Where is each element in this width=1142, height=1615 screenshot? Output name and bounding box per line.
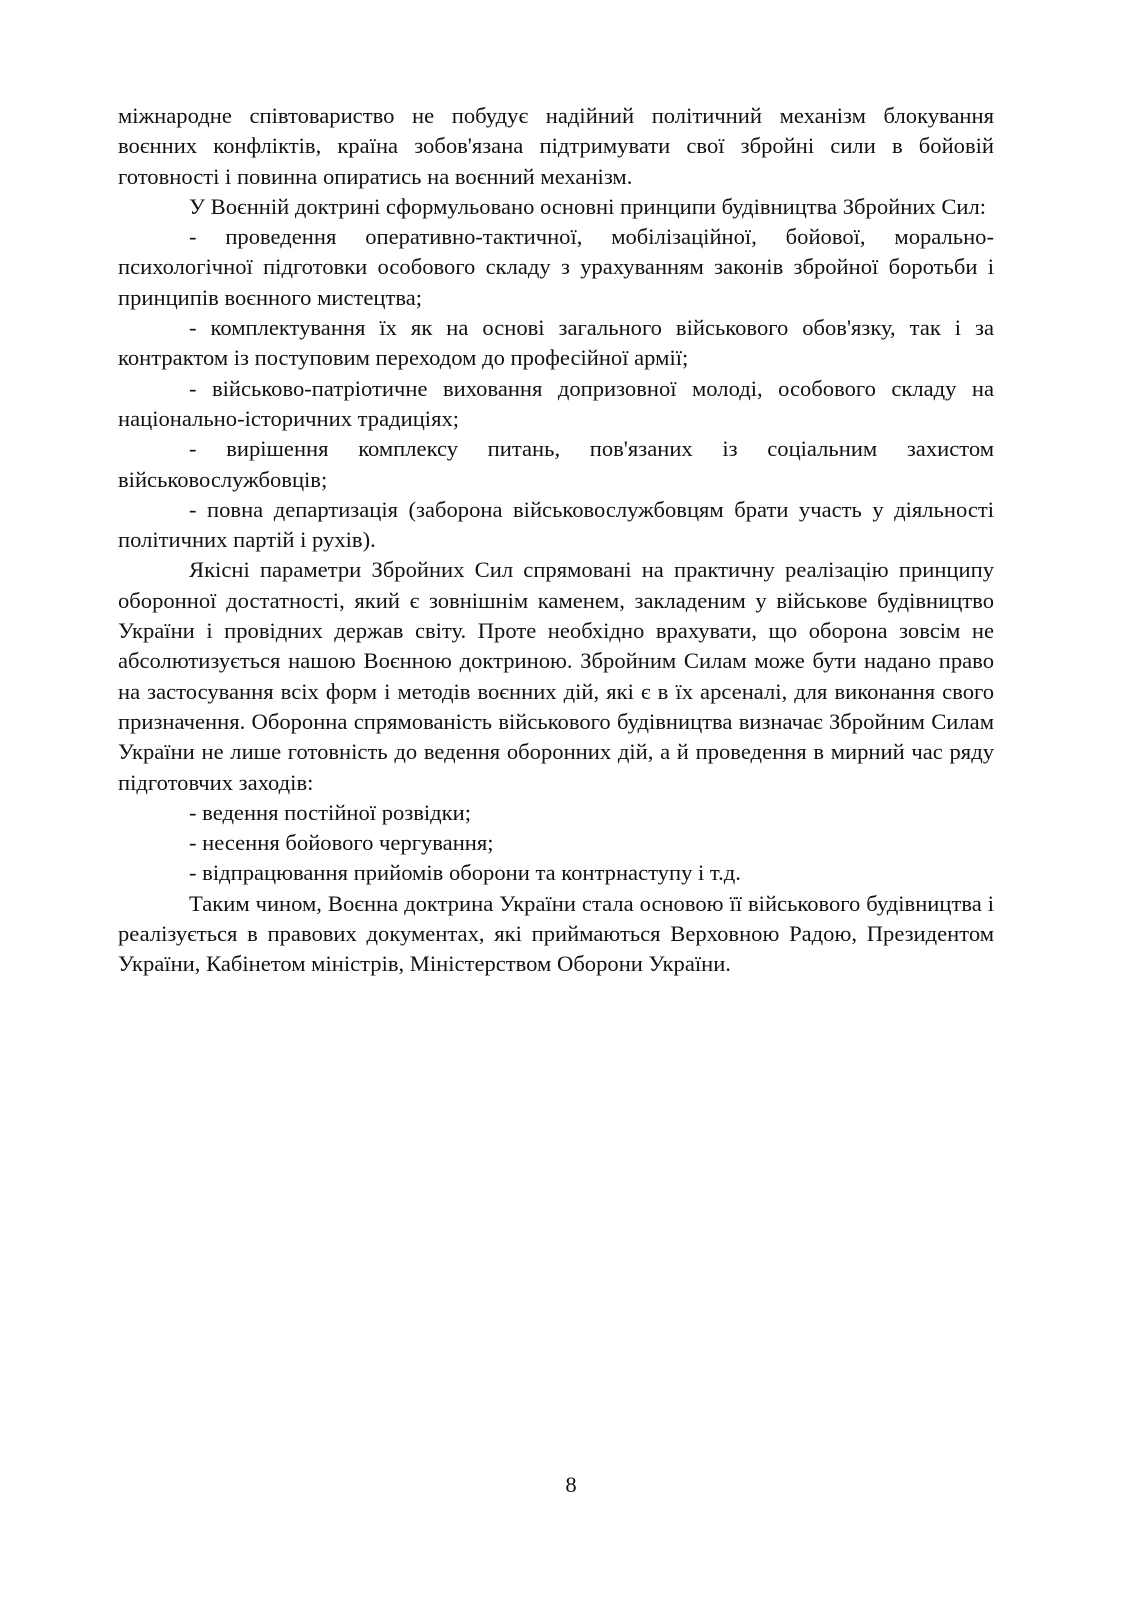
list-item-training: - проведення оперативно-тактичної, мобілізаційної, бойової, морально-психологічної підготовки особового складу з урахуванням законів збройної боротьби і принципів воєнного мистецтва; bbox=[118, 224, 994, 310]
list-item-departization: - повна департизація (заборона військовослужбовцям брати участь у діяльності політичних партій і рухів). bbox=[118, 496, 994, 553]
paragraph-conclusion: Таким чином, Воєнна доктрина України стала основою її військового будівництва і реалізується в правових документах, які приймаються Верховною Радою, Президентом України, Кабінетом міністрів, Міністерством Оборони України. bbox=[118, 890, 994, 977]
list-item-patriotic-education: - військово-патріотичне виховання допризовної молоді, особового складу на національно-історичних традиціях; bbox=[118, 375, 994, 431]
page-number: 8 bbox=[565, 1472, 577, 1497]
paragraph-continuation: міжнародне співтовариство не побудує надійний політичний механізм блокування воєнних конфліктів, країна зобов'язана підтримувати свої збройні сили в бойовій готовності і повинна опиратись на воєнний механізм. bbox=[118, 103, 994, 189]
list-item-defense-drills: - відпрацювання прийомів оборони та контрнаступу і т.д. bbox=[189, 860, 741, 886]
list-item-recruitment: - комплектування їх як на основі загального військового обов'язку, так і за контрактом із поступовим переходом до професійної армії; bbox=[118, 315, 994, 371]
paragraph-quality-parameters: Якісні параметри Збройних Сил спрямовані на практичну реалізацію принципу оборонної достатності, який є зовнішнім каменем, закладеним у військове будівництво України і провідних держав світу. Проте необхідно врахувати, що оборона зовсім не абсолютизується нашою Воєнною доктриною. Збройним Силам може бути надано право на застосування всіх форм і методів воєнних дій, які є в їх арсеналі, для виконання свого призначення. Оборонна спрямованість військового будівництва визначає Збройним Силам України не лише готовність до ведення оборонних дій, а й проведення в мирний час ряду підготовчих заходів: bbox=[118, 557, 994, 795]
list-item-combat-duty: - несення бойового чергування; bbox=[189, 830, 494, 856]
list-item-reconnaissance: - ведення постійної розвідки; bbox=[189, 799, 472, 825]
list-item-social-protection: - вирішення комплексу питань, пов'язаних із соціальним захистом військовослужбовців; bbox=[118, 436, 994, 492]
document-body bbox=[118, 101, 994, 980]
paragraph-principles-intro: У Воєнній доктрині сформульовано основні принципи будівництва Збройних Сил: bbox=[189, 193, 987, 219]
